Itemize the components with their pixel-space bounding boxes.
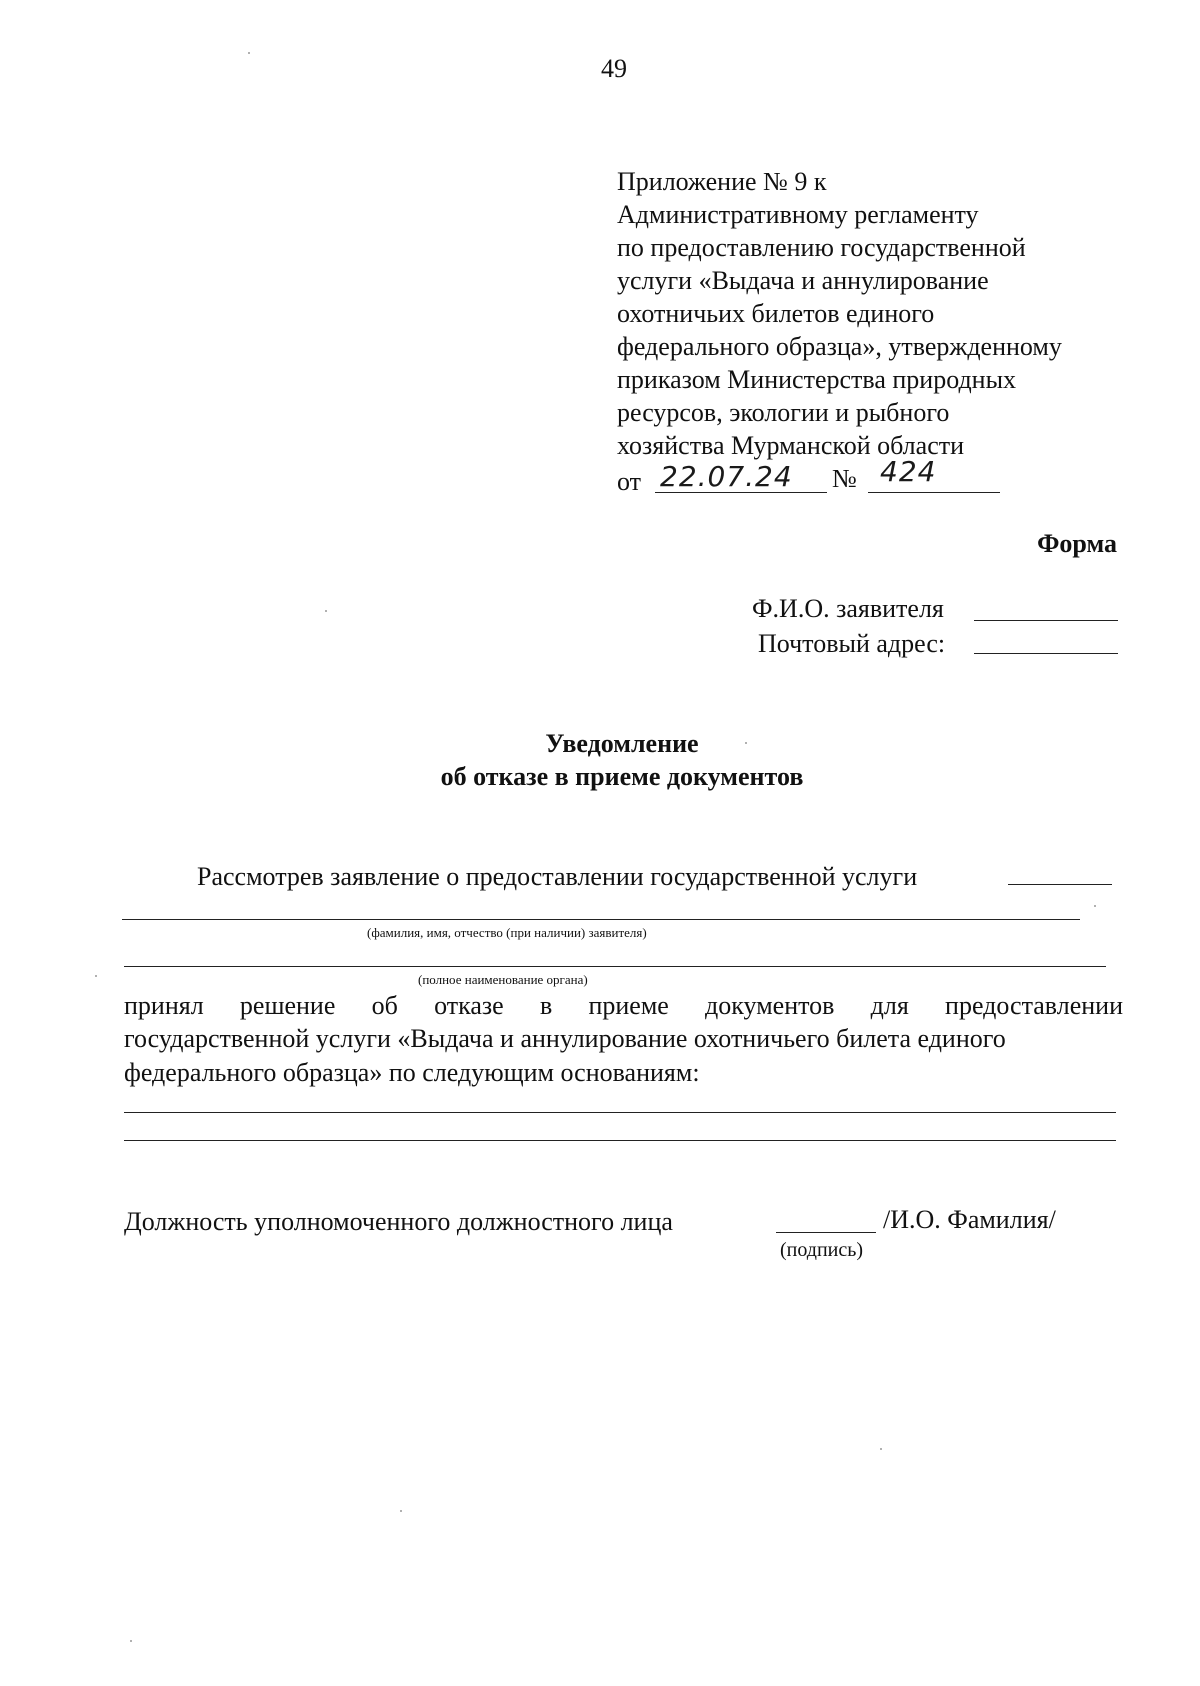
official-position-label: Должность уполномоченного должностного лица: [124, 1207, 673, 1236]
appendix-line: Приложение № 9 к: [617, 167, 827, 196]
reason-line: [124, 1140, 1116, 1141]
number-label: №: [832, 464, 857, 493]
appendix-line: ресурсов, экологии и рыбного: [617, 398, 950, 427]
appendix-line: хозяйства Мурманской области: [617, 431, 965, 460]
appendix-line: услуги «Выдача и аннулирование: [617, 266, 989, 295]
scan-speck: [880, 1448, 882, 1450]
postal-address-line: [974, 653, 1118, 654]
number-underline: [868, 492, 1000, 493]
scan-speck: [1094, 905, 1096, 907]
date-underline: [655, 492, 827, 493]
scan-speck: [130, 1640, 132, 1642]
from-label: от: [617, 467, 642, 496]
intro-blank-line: [1008, 884, 1112, 885]
signature-line: [776, 1232, 876, 1233]
appendix-line: приказом Министерства природных: [617, 365, 1017, 394]
organ-name-line: [124, 966, 1106, 967]
reason-line: [124, 1112, 1116, 1113]
notice-title: Уведомление: [545, 729, 699, 758]
handwritten-date: 22.07.24: [660, 460, 793, 493]
scan-speck: [325, 610, 327, 612]
applicant-fullname-caption: (фамилия, имя, отчество (при наличии) заявителя): [367, 925, 647, 940]
appendix-line: Административному регламенту: [617, 200, 979, 229]
applicant-fullname-line: [122, 919, 1080, 920]
organ-name-caption: (полное наименование органа): [418, 972, 588, 987]
official-name-placeholder: /И.О. Фамилия/: [883, 1205, 1056, 1234]
notice-subtitle: об отказе в приеме документов: [440, 762, 804, 791]
scan-speck: [745, 742, 747, 744]
applicant-name-label: Ф.И.О. заявителя: [752, 594, 944, 623]
appendix-line: федерального образца», утвержденному: [617, 332, 1062, 361]
scan-speck: [95, 975, 97, 977]
decision-line: принял решение об отказе в приеме документов для предоставлении: [124, 991, 1123, 1020]
form-label: Форма: [1037, 529, 1117, 558]
page-number: 49: [601, 54, 627, 83]
postal-address-label: Почтовый адрес:: [758, 629, 946, 658]
appendix-line: по предоставлению государственной: [617, 233, 1026, 262]
handwritten-number: 424: [880, 455, 937, 488]
applicant-name-line: [974, 620, 1118, 621]
scan-speck: [400, 1510, 402, 1512]
signature-caption: (подпись): [780, 1239, 864, 1261]
decision-line: государственной услуги «Выдача и аннулирование охотничьего билета единого: [124, 1024, 1006, 1053]
scan-speck: [248, 52, 250, 54]
appendix-line: охотничьих билетов единого: [617, 299, 935, 328]
intro-text: Рассмотрев заявление о предоставлении государственной услуги: [197, 862, 918, 891]
decision-line: федерального образца» по следующим основаниям:: [124, 1058, 700, 1087]
